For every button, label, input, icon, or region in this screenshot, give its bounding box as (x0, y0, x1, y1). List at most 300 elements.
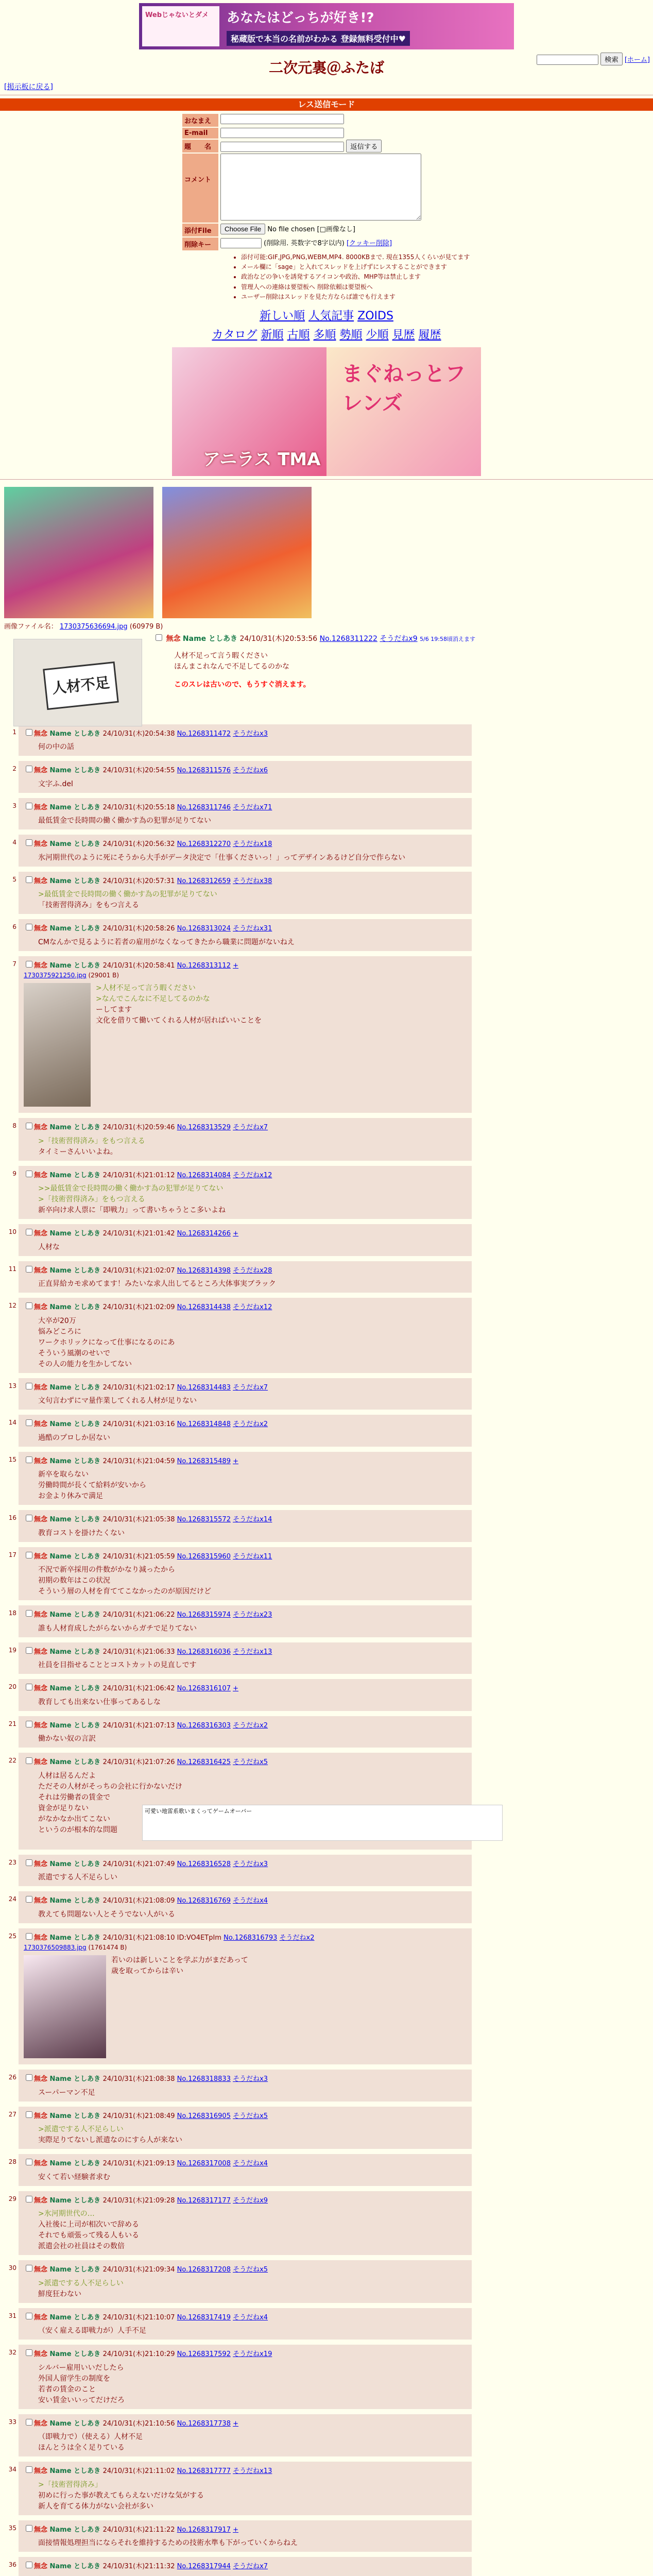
reply-index: 26 (8, 2074, 16, 2081)
reply-sodane[interactable]: そうだねx23 (233, 1611, 272, 1619)
reply-subject: 無念 (34, 2160, 50, 2168)
reply-line: お金より休みで満足 (38, 1492, 103, 1501)
op-post (4, 633, 649, 720)
reply-index: 13 (8, 1382, 16, 1389)
reply-line: というのが根本的な問題 (38, 1825, 117, 1834)
reply (19, 798, 472, 830)
reply-checkbox[interactable] (26, 1302, 32, 1309)
reply-line: （即戦力で）（使える）人材不足 (38, 2433, 143, 2442)
reply-name: Name としあき (49, 1860, 103, 1868)
reply-row (0, 2070, 653, 2107)
reply (19, 1378, 472, 1410)
reply-sodane[interactable]: そうだねx38 (233, 877, 272, 885)
reply-row (0, 835, 653, 872)
email-field[interactable] (220, 128, 344, 138)
top-banner-left: Webじゃないとダメ (142, 6, 219, 46)
reply-date: 24/10/31(木)21:09:34 (102, 2266, 177, 2274)
reply-sodane[interactable]: そうだねx13 (233, 1648, 272, 1656)
reply-checkbox[interactable] (26, 1171, 32, 1177)
reply-file-link[interactable]: 1730376509883.jpg (24, 1944, 87, 1952)
reply-no[interactable]: No.1268314084 (177, 1171, 231, 1179)
reply-index: 36 (8, 2561, 16, 2569)
reply-no[interactable]: No.1268316528 (177, 1860, 231, 1868)
search-input[interactable] (537, 55, 598, 65)
reply-index: 35 (8, 2524, 16, 2532)
reply-name: Name としあき (49, 2266, 103, 2274)
op-expire: 5/6 19:58頃消えます (420, 635, 475, 642)
reply-no[interactable]: No.1268316303 (177, 1721, 231, 1730)
reply-no[interactable]: No.1268313024 (177, 925, 231, 933)
reply-checkbox[interactable] (26, 2313, 32, 2319)
reply-index: 14 (8, 1419, 16, 1427)
reply-subject: 無念 (34, 2350, 50, 2359)
reply-row (0, 2308, 653, 2345)
no-image-checkbox[interactable]: [□画像なし] (317, 226, 355, 233)
reply-checkbox[interactable] (26, 1610, 32, 1617)
reply-no[interactable]: No.1268315974 (177, 1611, 231, 1619)
reply-subject: 無念 (34, 2075, 50, 2083)
reply-sodane[interactable]: そうだねx7 (233, 2563, 268, 2571)
reply-no[interactable]: No.1268317208 (177, 2266, 231, 2274)
board-title: 二次元裏＠ふたば (268, 59, 384, 76)
reply-sodane[interactable]: そうだねx11 (233, 1552, 272, 1561)
reply-sodane[interactable]: + (233, 2419, 239, 2428)
reply-subject: 無念 (34, 1860, 50, 1868)
reply-no[interactable]: No.1268311472 (177, 730, 231, 738)
reply-sodane[interactable]: そうだねx4 (233, 1897, 268, 1905)
reply-subject: 無念 (34, 1685, 50, 1693)
reply-body (38, 1697, 467, 1708)
reply-checkbox[interactable] (26, 1552, 32, 1558)
reply-date: 24/10/31(木)20:54:55 (102, 767, 177, 775)
reply-line: 歳を取ってからは辛い (111, 1967, 183, 1976)
reply-no[interactable]: No.1268317008 (177, 2160, 231, 2168)
reply-date: 24/10/31(木)21:08:09 (102, 1897, 177, 1905)
reply-sodane[interactable]: + (233, 961, 239, 970)
reply-body (38, 1909, 467, 1920)
reply-checkbox[interactable] (26, 2111, 32, 2118)
reply-checkbox[interactable] (26, 876, 32, 883)
reply-name: Name としあき (49, 961, 103, 970)
reply-body (38, 1565, 467, 1597)
reply-checkbox[interactable] (26, 1123, 32, 1129)
reply-body (38, 1316, 467, 1370)
reply-line: 初期の数年はこの状況 (38, 1577, 110, 1585)
reply-sodane[interactable]: そうだねx18 (233, 840, 272, 849)
reply (19, 1118, 472, 1161)
reply-body (38, 2538, 467, 2549)
reply-checkbox[interactable] (26, 2466, 32, 2473)
reply-row (0, 1261, 653, 1298)
reply-checkbox[interactable] (26, 2265, 32, 2272)
reply-subject: 無念 (34, 1303, 50, 1312)
reply-checkbox[interactable] (26, 766, 32, 772)
reply-no[interactable]: No.1268316905 (177, 2112, 231, 2120)
reply-name: Name としあき (49, 2419, 103, 2428)
reply-no[interactable]: No.1268316793 (224, 1934, 278, 1942)
reply-checkbox[interactable] (26, 2419, 32, 2426)
subject-field[interactable] (220, 142, 344, 152)
op-warning: このスレは古いので、もうすぐ消えます。 (174, 680, 311, 689)
reply-checkbox[interactable] (26, 924, 32, 930)
reply-name: Name としあき (49, 803, 103, 811)
reply-sodane[interactable]: そうだねx5 (233, 2266, 268, 2274)
reply-subject: 無念 (34, 1266, 50, 1275)
reply-sodane[interactable]: そうだねx5 (233, 1758, 268, 1767)
reply-sodane[interactable]: + (233, 2526, 239, 2534)
reply-body (38, 889, 467, 911)
link-catalog[interactable]: カタログ (212, 328, 257, 342)
reply-checkbox[interactable] (26, 1757, 32, 1764)
op-file-label: 画像ファイル名： (4, 622, 58, 631)
reply-checkbox[interactable] (26, 2159, 32, 2165)
reply-no[interactable]: No.1268311746 (177, 803, 231, 811)
reply-checkbox[interactable] (26, 1647, 32, 1654)
reply-index: 9 (12, 1170, 16, 1177)
link-rireki[interactable]: 履歴 (418, 328, 441, 342)
reply-sodane[interactable]: そうだねx13 (233, 2467, 272, 2476)
link-zoids[interactable]: ZOIDS (357, 309, 393, 323)
op-sodane[interactable]: そうだねx9 (380, 634, 418, 643)
reply-line: 新卒を取らない (38, 1470, 89, 1479)
reply-body (38, 2088, 467, 2098)
reply-index: 11 (8, 1265, 16, 1273)
reply-no[interactable]: No.1268313112 (177, 961, 231, 970)
reply-no[interactable]: No.1268317944 (177, 2563, 231, 2571)
reply-date: 24/10/31(木)20:58:26 (102, 925, 177, 933)
reply-no[interactable]: No.1268317917 (177, 2526, 231, 2534)
reply-index: 23 (8, 1858, 16, 1866)
reply-line: CMなんかで見るように若者の雇用がなくなってきたから職業に問題がないねえ (38, 938, 295, 946)
reply-checkbox[interactable] (26, 803, 32, 809)
reply-checkbox[interactable] (26, 1266, 32, 1273)
reply-file-link[interactable]: 1730375921250.jpg (24, 972, 87, 979)
reply-row (0, 1224, 653, 1261)
reply-sodane[interactable]: そうだねx12 (233, 1171, 272, 1179)
reply-checkbox[interactable] (26, 1896, 32, 1903)
reply-name: Name としあき (49, 925, 103, 933)
search-button[interactable]: 検索 (600, 53, 623, 65)
reply-line: （安く雇える即戦力が）人手不足 (38, 2327, 146, 2335)
reply-name: Name としあき (49, 877, 103, 885)
reply (19, 724, 472, 756)
link-new[interactable]: 新しい順 (260, 309, 305, 323)
reply-sodane[interactable]: そうだねx7 (233, 1383, 268, 1392)
reply-name: Name としあき (49, 1266, 103, 1275)
reply-subject: 無念 (34, 1457, 50, 1465)
reply-no[interactable]: No.1268315489 (177, 1457, 231, 1465)
reply-row (0, 2462, 653, 2520)
reply-body (38, 2480, 467, 2512)
game-ad-2[interactable] (162, 487, 312, 618)
reply-checkbox[interactable] (26, 1684, 32, 1690)
top-right-bar (537, 53, 650, 65)
reply-date: 24/10/31(木)21:02:17 (102, 1383, 177, 1392)
reply-checkbox[interactable] (26, 2525, 32, 2532)
reply-checkbox[interactable] (26, 1229, 32, 1235)
reply-body (38, 1469, 467, 1502)
reply-date: 24/10/31(木)21:07:49 (102, 1860, 177, 1868)
reply-index: 24 (8, 1895, 16, 1903)
reply-row (0, 919, 653, 956)
reply-no[interactable]: No.1268315572 (177, 1516, 231, 1524)
reply-index: 21 (8, 1720, 16, 1727)
reply (19, 2191, 472, 2256)
rule-item: • 添付可能:GIF,JPG,PNG,WEBM,MP4. 8000KBまで. 現在1355人くらいが見てます (241, 252, 471, 262)
reply-line: それは労働者の賃金で (38, 1793, 110, 1802)
reply-image[interactable] (24, 1955, 106, 2058)
reply-sodane[interactable]: そうだねx14 (233, 1516, 272, 1524)
reply-subject: 無念 (34, 1758, 50, 1767)
reply-index: 17 (8, 1551, 16, 1558)
reply-name: Name としあき (49, 2526, 103, 2534)
reply-no[interactable]: No.1268312270 (177, 840, 231, 849)
reply-sodane[interactable]: そうだねx2 (279, 1934, 315, 1942)
reply-file-size: (29001 B) (86, 972, 119, 979)
reply-no[interactable]: No.1268316425 (177, 1758, 231, 1767)
link-mireki[interactable]: 見歴 (392, 328, 415, 342)
reply-body (38, 1396, 467, 1406)
reply-subject: 無念 (34, 1897, 50, 1905)
reply-index: 33 (8, 2418, 16, 2426)
op-image[interactable] (13, 639, 142, 726)
reply (19, 1855, 472, 1887)
reply-sodane[interactable]: そうだねx3 (233, 730, 268, 738)
reply-sodane[interactable]: そうだねx2 (233, 1721, 268, 1730)
top-banner-sub: 秘蔵版で本当の名前がわかる 登録無料受付中♥ (227, 31, 410, 46)
reply-checkbox[interactable] (26, 729, 32, 736)
reply-body (38, 742, 467, 753)
reply-no[interactable]: No.1268317592 (177, 2350, 231, 2359)
reply-sodane[interactable]: そうだねx4 (233, 2313, 268, 2321)
reply-line: 悩みどころに (38, 1327, 81, 1336)
reply-no[interactable]: No.1268311576 (177, 767, 231, 775)
reply (19, 1224, 472, 1256)
op-no[interactable]: No.1268311222 (319, 634, 377, 643)
reply-sodane[interactable]: そうだねx71 (233, 803, 272, 811)
reply-checkbox[interactable] (26, 1721, 32, 1727)
reply-name: Name としあき (49, 2075, 103, 2083)
reply (19, 1928, 472, 2065)
reply-sodane[interactable]: そうだねx2 (233, 1420, 268, 1429)
file-label: 添付File (182, 224, 218, 236)
reply-name: Name としあき (49, 2160, 103, 2168)
reply-no[interactable]: No.1268316769 (177, 1897, 231, 1905)
reply-body (38, 853, 467, 863)
reply-sodane[interactable]: + (233, 1685, 239, 1693)
link-shinjun[interactable]: 新順 (261, 328, 284, 342)
reply-subject: 無念 (34, 1516, 50, 1524)
reply-index: 31 (8, 2312, 16, 2319)
inline-ad[interactable]: 可愛い地雷系歌いまくってゲームオーバー (142, 1805, 503, 1841)
reply-date: 24/10/31(木)21:08:10 (102, 1934, 177, 1942)
reply-subject: 無念 (34, 961, 50, 970)
reply-row (0, 1716, 653, 1753)
reply-sodane[interactable]: そうだねx3 (233, 2075, 268, 2083)
reply-line: 人材な (38, 1243, 60, 1251)
link-kojun[interactable]: 古順 (287, 328, 310, 342)
reply-checkbox[interactable] (26, 1419, 32, 1426)
link-popular[interactable]: 人気記事 (308, 309, 354, 323)
reply-no[interactable]: No.1268314483 (177, 1383, 231, 1392)
submit-button[interactable]: 返信する (346, 140, 382, 152)
reply-date: 24/10/31(木)21:01:12 (102, 1171, 177, 1179)
reply-row (0, 1855, 653, 1892)
reply-index: 4 (12, 839, 16, 846)
reply-checkbox[interactable] (26, 1515, 32, 1521)
reply-body (38, 983, 467, 1026)
reply-date: 24/10/31(木)21:04:59 (102, 1457, 177, 1465)
reply-no[interactable]: No.1268314398 (177, 1266, 231, 1275)
reply-sodane[interactable]: そうだねx6 (233, 767, 268, 775)
reply-no[interactable]: No.1268316107 (177, 1685, 231, 1693)
reply-no[interactable]: No.1268314266 (177, 1230, 231, 1238)
reply-checkbox[interactable] (26, 961, 32, 968)
reply-line: 安い賃金いいってだけだろ (38, 2396, 125, 2404)
reply-checkbox[interactable] (26, 2196, 32, 2202)
reply-checkbox[interactable] (26, 2562, 32, 2568)
reply-line: 若者の賃金のこと (38, 2385, 96, 2394)
reply-no[interactable]: No.1268315960 (177, 1552, 231, 1561)
reply-sodane[interactable]: + (233, 1230, 239, 1238)
reply-subject: 無念 (34, 2112, 50, 2120)
reply-date: 24/10/31(木)21:02:09 (102, 1303, 177, 1312)
reply-checkbox[interactable] (26, 1859, 32, 1866)
reply-line: 入社後に上司が相次いで辞める (38, 2221, 139, 2229)
reply-line: 不況で新卒採用の件数がかなり減ったから (38, 1566, 175, 1574)
reply-no[interactable]: No.1268317419 (177, 2313, 231, 2321)
reply-sodane[interactable]: そうだねx4 (233, 2160, 268, 2168)
reply-subject: 無念 (34, 1230, 50, 1238)
reply-body (38, 1660, 467, 1671)
reply (19, 761, 472, 793)
op-image-sign: 人材不足 (43, 662, 119, 710)
reply (19, 1510, 472, 1542)
reply-sodane[interactable]: そうだねx5 (233, 2112, 268, 2120)
reply (19, 1605, 472, 1637)
reply-checkbox[interactable] (26, 2074, 32, 2081)
reply-row (0, 2557, 653, 2576)
reply-row (0, 1118, 653, 1166)
reply-body (38, 816, 467, 826)
reply (19, 919, 472, 951)
reply-no[interactable]: No.1268313529 (177, 1124, 231, 1132)
cookie-link[interactable]: [クッキー削除] (346, 240, 392, 247)
back-link[interactable]: [掲示板に戻る] (4, 83, 53, 91)
reply-row (0, 1679, 653, 1716)
reply-line: 外国人留学生の制度を (38, 2374, 110, 2383)
reply-line: 資金が足りない (38, 1804, 89, 1812)
link-seijun[interactable]: 勢順 (339, 328, 363, 342)
reply-sodane[interactable]: そうだねx31 (233, 925, 272, 933)
reply-row (0, 2345, 653, 2414)
reply-line: >派遣でする人不足らしい (38, 2125, 124, 2134)
reply-line: >氷河期世代の… (38, 2210, 95, 2218)
reply-row (0, 1452, 653, 1511)
reply-checkbox[interactable] (26, 1383, 32, 1389)
reply-sodane[interactable]: そうだねx9 (233, 2196, 268, 2205)
reply-index: 15 (8, 1455, 16, 1463)
reply-sodane[interactable]: そうだねx19 (233, 2350, 272, 2359)
reply-index: 7 (12, 960, 16, 968)
reply-body (38, 1136, 467, 1158)
reply-name: Name としあき (49, 1516, 103, 1524)
reply-checkbox[interactable] (26, 2349, 32, 2356)
reply-checkbox[interactable] (26, 839, 32, 846)
reply-checkbox[interactable] (26, 1933, 32, 1940)
link-shojun[interactable]: 少順 (366, 328, 389, 342)
reply-line: ほんとうは全く足りている (38, 2444, 125, 2452)
reply-date: 24/10/31(木)21:05:38 (102, 1516, 177, 1524)
reply-sodane[interactable]: そうだねx28 (233, 1266, 272, 1275)
reply-line: 氷河期世代のように死にそうから大手がデータ決定で「仕事くださいっ！」ってデザインあるけど自分で作らない (38, 853, 406, 862)
reply-no[interactable]: No.1268317738 (177, 2419, 231, 2428)
reply (19, 1891, 472, 1923)
reply-image[interactable] (24, 983, 91, 1107)
name-field[interactable] (220, 114, 344, 124)
top-banner[interactable] (139, 3, 514, 49)
middle-ad[interactable] (172, 347, 481, 476)
reply-body (38, 2363, 467, 2406)
game-ad-1[interactable] (4, 487, 153, 618)
link-tajun[interactable]: 多順 (313, 328, 336, 342)
reply-name: Name としあき (49, 1721, 103, 1730)
reply-line: 新卒向け求人票に「即戦力」って書いちゃうとこ多いよね (38, 1206, 226, 1215)
reply-index: 10 (8, 1228, 16, 1236)
reply-date: 24/10/31(木)21:09:13 (102, 2160, 177, 2168)
reply-sodane[interactable]: そうだねx12 (233, 1303, 272, 1312)
comment-field[interactable] (220, 154, 421, 221)
home-link[interactable]: [ホーム] (624, 56, 650, 64)
reply-line: 正直昇給カモ求めてます！みたいな求人出してるところ大体事実ブラック (38, 1280, 276, 1289)
reply-date: 24/10/31(木)21:07:13 (102, 1721, 177, 1730)
reply-row (0, 1510, 653, 1547)
reply-body (38, 2209, 467, 2252)
reply-line: シルバー雇用いいだしたら (38, 2363, 124, 2372)
reply-no[interactable]: No.1268317177 (177, 2196, 231, 2205)
reply-line: ワークホリックになって仕事になるのにあ (38, 1338, 175, 1347)
op-checkbox[interactable] (156, 634, 162, 641)
reply-sodane[interactable]: そうだねx7 (233, 1124, 268, 1132)
reply-no[interactable]: No.1268312659 (177, 877, 231, 885)
reply-line: 文字ふ.del (38, 779, 73, 788)
reply-line: 鮮度狂わない (38, 2290, 81, 2298)
reply-date: 24/10/31(木)21:11:22 (102, 2526, 177, 2534)
reply-line: 若いのは新しいことを学ぶ力がまだあって (111, 1956, 248, 1965)
reply-row (0, 1642, 653, 1680)
op-file-link[interactable]: 1730375636694.jpg (59, 622, 128, 631)
reply-subject: 無念 (34, 1171, 50, 1179)
reply-no[interactable]: No.1268318833 (177, 2075, 231, 2083)
reply (19, 1298, 472, 1373)
reply-no[interactable]: No.1268317777 (177, 2467, 231, 2476)
reply-row (0, 2414, 653, 2462)
delkey-field[interactable] (220, 238, 262, 248)
reply (19, 956, 472, 1113)
reply-no[interactable]: No.1268316036 (177, 1648, 231, 1656)
reply-sodane[interactable]: + (233, 1457, 239, 1465)
op-name: Name としあき (182, 634, 238, 643)
reply-sodane[interactable]: そうだねx3 (233, 1860, 268, 1868)
reply-checkbox[interactable] (26, 1456, 32, 1463)
reply-no[interactable]: No.1268314438 (177, 1303, 231, 1312)
reply (19, 835, 472, 867)
reply-line: 新人を育てる体力がない会社が多い (38, 2502, 153, 2511)
reply-no[interactable]: No.1268314848 (177, 1420, 231, 1429)
reply-line: 文句言わずにマ量作業してくれる人材が足りない (38, 1397, 197, 1405)
reply-subject: 無念 (34, 2313, 50, 2321)
choose-file-button[interactable]: Choose File (220, 224, 265, 234)
